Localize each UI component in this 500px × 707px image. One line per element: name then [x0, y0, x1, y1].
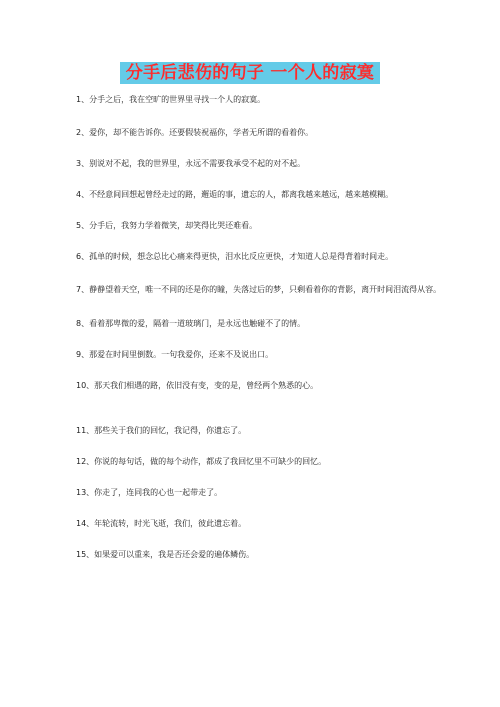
list-item: 5、分手后，我努力学着微笑，却笑得比哭还难看。 — [76, 221, 258, 230]
list-item: 6、孤单的时候，想念总比心痛来得更快，泪水比反应更快，才知道人总是得背着时间走。 — [76, 252, 394, 261]
list-item: 13、你走了，连同我的心也一起带走了。 — [76, 488, 223, 497]
list-item: 14、年轮流转，时光飞逝，我们，彼此遗忘着。 — [76, 519, 247, 528]
list-item: 4、不经意间回想起曾经走过的路，邂逅的事，遗忘的人，都离我越来越远，越来越模糊。 — [76, 190, 394, 199]
sentence-list — [76, 92, 446, 562]
title-wrapper — [0, 62, 500, 84]
list-item: 10、那天我们相遇的路，依旧没有变，变的是，曾经两个熟悉的心。 — [76, 381, 319, 390]
list-item: 11、那些关于我们的回忆，我记得，你遗忘了。 — [76, 426, 247, 435]
list-item: 15、如果爱可以重来，我是否还会爱的遍体鳞伤。 — [76, 550, 255, 559]
list-item: 2、爱你，却不能告诉你。还要假装祝福你，学者无所谓的看着你。 — [76, 128, 314, 137]
list-item: 8、看着那卑微的爱，隔着一道玻璃门，是永远也触碰不了的情。 — [76, 319, 306, 328]
list-item: 3、别说对不起，我的世界里，永远不需要我承受不起的对不起。 — [76, 159, 306, 168]
list-item: 12、你说的每句话，做的每个动作，都成了我回忆里不可缺少的回忆。 — [76, 457, 327, 466]
list-item: 1、分手之后，我在空旷的世界里寻找一个人的寂寞。 — [76, 95, 266, 104]
page-title: 分手后悲伤的句子 一个人的寂寞 — [120, 62, 380, 84]
list-item: 9、那爱在时间里倒数。一句我爱你，还来不及说出口。 — [76, 350, 274, 359]
list-item: 7、静静望着天空，唯一不同的还是你的瞳，失落过后的梦，只剩看着你的背影，离开时间泪流得从容。 — [76, 285, 442, 294]
